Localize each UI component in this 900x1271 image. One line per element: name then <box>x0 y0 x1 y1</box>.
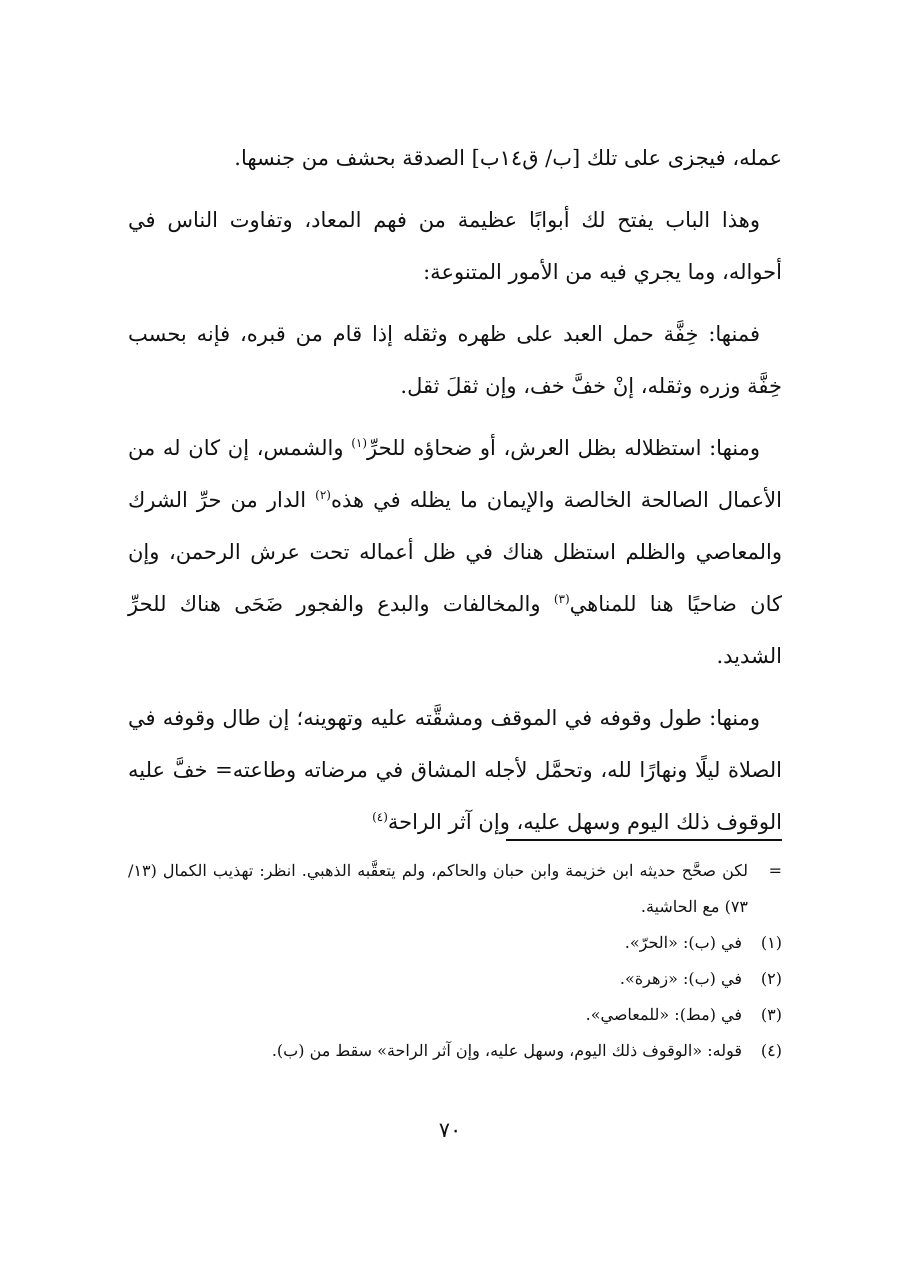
footnote-text: في (ب): «زهرة». <box>619 969 742 988</box>
footnotes-section <box>128 853 782 1069</box>
paragraph-4-part-3: الدار من حرِّ الشرك والمعاصي والظلم استظل هناك في ظل أعماله تحت عرش الرحمن، وإن كان ضاحيًا هنا للمناهي <box>128 488 782 616</box>
paragraph-5 <box>128 692 782 848</box>
paragraph-3: فمنها: خِفَّة حمل العبد على ظهره وثقله إذا قام من قبره، فإنه بحسب خِفَّة وزره وثقله، إنْ خفَّ خف، وإن ثقلَ ثقل. <box>128 322 782 398</box>
footnote-ref-3: (٣) <box>553 592 570 606</box>
footnote-item <box>128 1033 782 1069</box>
page-number: ٧٠ <box>438 1118 462 1142</box>
footnote-ref-1: (١) <box>351 436 368 450</box>
footnote-number: (٢) <box>760 969 782 988</box>
paragraph-5-part-1: ومنها: طول وقوفه في الموقف ومشقَّته عليه وتهوينه؛ إن طال وقوفه في الصلاة ليلًا ونهارًا لله، وتحمَّل لأجله المشاق في مرضاته وطاعته= خفَّ عليه الوقوف ذلك اليوم وسهل عليه، وإن آثر الراحة <box>128 706 782 834</box>
footnote-item <box>128 997 782 1033</box>
footnote-number: (٣) <box>760 1005 782 1024</box>
paragraph-4-part-4: والمخالفات والبدع والفجور ضَحَى هناك للحرِّ الشديد. <box>128 592 782 668</box>
paragraph-4-part-1: ومنها: استظلاله بظل العرش، أو ضحاؤه للحرِّ <box>367 436 760 460</box>
continuation-mark: = <box>768 861 782 880</box>
paragraph-1: عمله، فيجزى على تلك [ب/ ق١٤ب] الصدقة بحشف من جنسها. <box>234 146 782 170</box>
footnote-text: في (مط): «للمعاصي». <box>585 1005 742 1024</box>
footnote-ref-4: (٤) <box>372 810 388 824</box>
footnote-number: (٤) <box>760 1041 782 1060</box>
paragraph-2: وهذا الباب يفتح لك أبوابًا عظيمة من فهم المعاد، وتفاوت الناس في أحواله، وما يجري فيه من الأمور المتنوعة: <box>128 208 782 284</box>
paragraph-4 <box>128 422 782 682</box>
footnote-item <box>128 925 782 961</box>
footnote-number: (١) <box>760 933 782 952</box>
paragraph-4-part-2: والشمس، إن كان له من الأعمال الصالحة الخالصة والإيمان ما يظله في هذه <box>128 436 782 512</box>
continuation-text: لكن صحَّح حديثه ابن خزيمة وابن حبان والحاكم، ولم يتعقَّبه الذهبي. انظر: تهذيب الكمال (١٣/ ٧٣) مع الحاشية. <box>128 861 748 916</box>
footnote-ref-2: (٢) <box>315 488 331 502</box>
main-text-body <box>128 132 782 858</box>
footnote-separator-rule <box>506 839 782 841</box>
footnote-text: في (ب): «الحرّ». <box>624 933 742 952</box>
footnote-continuation <box>128 853 782 925</box>
footnote-item <box>128 961 782 997</box>
footnote-text: قوله: «الوقوف ذلك اليوم، وسهل عليه، وإن آثر الراحة» سقط من (ب). <box>271 1041 742 1060</box>
